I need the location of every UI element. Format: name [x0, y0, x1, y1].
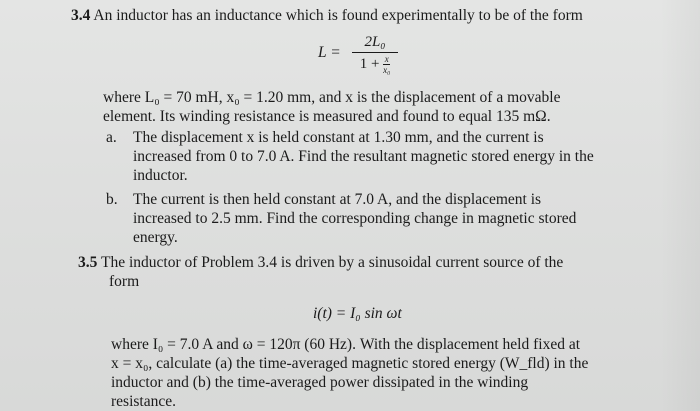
- current-equation: i(t) = I₀ sin ωt: [313, 305, 402, 322]
- formula-fraction: [352, 34, 398, 74]
- problem-3-4-intro-line-1: where L₀ = 70 mH, x₀ = 1.20 mm, and x is the displacement of a movable: [103, 89, 561, 106]
- x-over-x0-fraction: [383, 55, 390, 74]
- part-b-line-2: increased to 2.5 mm. Find the corresponding change in magnetic stored: [133, 210, 577, 227]
- small-numerator: x: [384, 54, 389, 64]
- problem-3-4-intro-line-2: element. Its winding resistance is measured and found to equal 135 mΩ.: [103, 108, 551, 125]
- part-a-line-3: inductor.: [133, 167, 188, 184]
- problem-3-5-intro-line-2: form: [109, 273, 140, 290]
- problem-3-5-body-line-2: x = x₀, calculate (a) the time-averaged magnetic stored energy (W_fld) in the: [111, 355, 589, 372]
- problem-3-5-header: [78, 254, 563, 272]
- part-b-label: b.: [106, 191, 118, 208]
- part-a-label: a.: [106, 129, 117, 146]
- part-a-line-2: increased from 0 to 7.0 A. Find the resultant magnetic stored energy in the: [133, 148, 594, 165]
- problem-3-5-body-line-4: resistance.: [111, 393, 176, 410]
- part-b-line-1: The current is then held constant at 7.0 A, and the displacement is: [133, 191, 542, 208]
- denominator-prefix: 1 +: [359, 55, 380, 72]
- problem-3-4-number: 3.4: [71, 7, 91, 24]
- problem-3-5-number: 3.5: [78, 254, 98, 271]
- formula-lhs: L =: [318, 44, 341, 61]
- formula-numerator: 2L₀: [364, 34, 386, 50]
- problem-3-5-body-line-3: inductor and (b) the time-averaged power dissipated in the winding: [111, 374, 529, 391]
- problem-3-4-header: [71, 7, 583, 25]
- part-a-line-1: The displacement x is held constant at 1.30 mm, and the current is: [133, 129, 544, 146]
- problem-3-5-body-line-1: where I₀ = 7.0 A and ω = 120π (60 Hz). With the displacement held fixed at: [111, 336, 581, 353]
- problem-3-4-title: An inductor has an inductance which is found experimentally to be of the form: [93, 7, 583, 24]
- problem-3-5-intro-line-1: The inductor of Problem 3.4 is driven by a sinusoidal current source of the: [100, 254, 564, 271]
- part-b-line-3: energy.: [133, 229, 178, 246]
- small-denominator: x₀: [383, 65, 391, 75]
- formula-denominator: [352, 55, 398, 74]
- fraction-bar: [352, 52, 398, 53]
- page-edge-shadow: [660, 0, 700, 411]
